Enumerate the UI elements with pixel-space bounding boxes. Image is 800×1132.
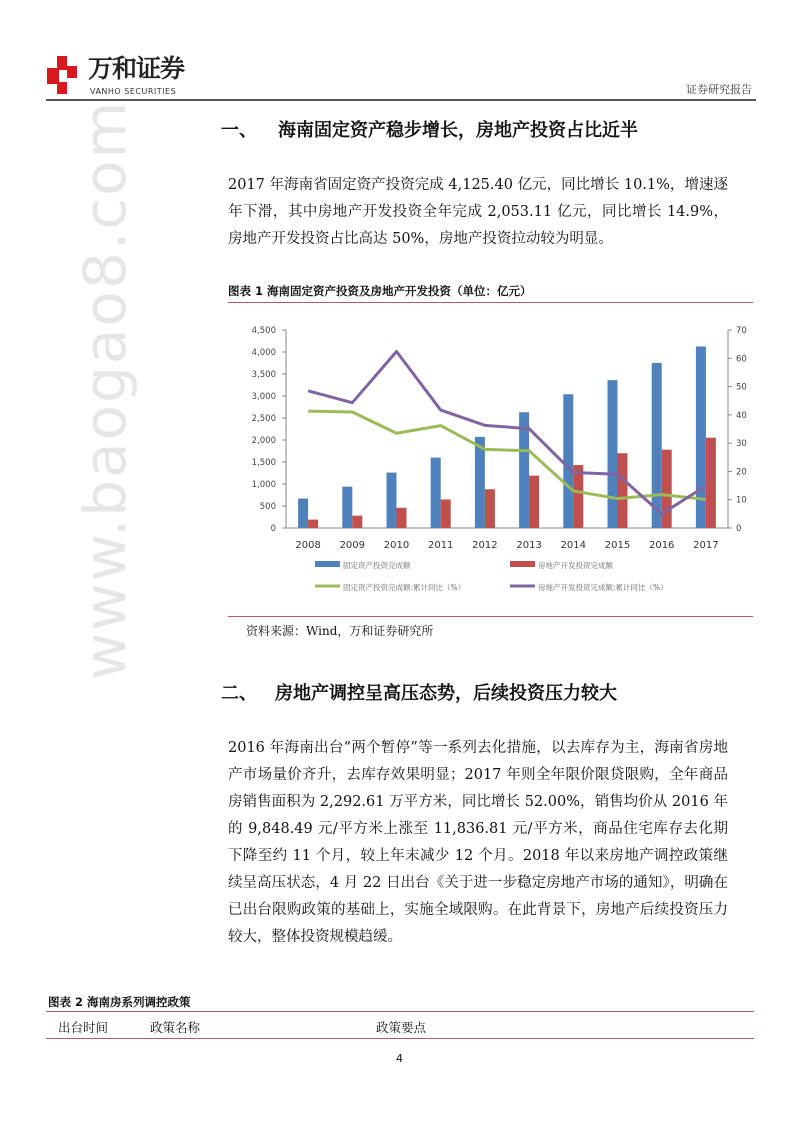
table-header-policy-points: 政策要点 [376, 1020, 427, 1035]
figure1-bottom-rule [228, 616, 753, 617]
x-tick-label: 2014 [560, 540, 587, 551]
right-tick-label: 20 [736, 467, 747, 478]
bar-real-estate [529, 476, 539, 528]
bar-real-estate [485, 489, 495, 528]
bar-fixed-asset [298, 499, 308, 528]
line-real-estate-yoy [308, 351, 706, 513]
bar-real-estate [352, 516, 362, 528]
x-tick-label: 2008 [295, 540, 321, 551]
line-fixed-asset-yoy [308, 411, 706, 499]
bar-fixed-asset [431, 458, 441, 528]
bar-fixed-asset [563, 394, 573, 528]
right-tick-label: 70 [736, 326, 747, 336]
right-tick-label: 40 [736, 410, 747, 421]
x-tick-label: 2016 [648, 540, 675, 551]
section2-title: 房地产调控呈高压态势，后续投资压力较大 [275, 683, 617, 704]
vanho-logo-icon [47, 56, 81, 94]
watermark: www.baogao8.com [71, 99, 139, 681]
left-tick-label: 1,500 [251, 458, 276, 468]
x-tick-label: 2011 [427, 540, 454, 551]
section1-title: 海南固定资产稳步增长，房地产投资占比近半 [278, 120, 638, 141]
bar-fixed-asset [342, 487, 352, 528]
legend-swatch [510, 561, 535, 567]
logo-english-name: VANHO SECURITIES [90, 87, 177, 96]
bar-real-estate [397, 508, 407, 528]
left-tick-label: 4,000 [251, 348, 276, 358]
right-tick-label: 60 [736, 354, 747, 365]
section1-paragraph: 2017 年海南省固定资产投资完成 4,125.40 亿元，同比增长 10.1%，增速逐年下滑，其中房地产开发投资全年完成 2,053.11 亿元，同比增长 14.9%，房地产开发投资占比高达 50%，房地产投资拉动较为明显。 [228, 177, 728, 247]
bar-fixed-asset [387, 473, 397, 528]
bar-real-estate [308, 520, 318, 528]
x-tick-label: 2017 [693, 540, 719, 551]
figure1-caption: 图表 1 海南固定资产投资及房地产开发投资（单位：亿元） [228, 284, 532, 298]
legend-swatch [315, 561, 340, 567]
section2-number: 二、 [221, 683, 257, 704]
right-tick-label: 50 [736, 382, 747, 393]
right-tick-label: 30 [736, 439, 747, 450]
bar-real-estate [573, 465, 583, 528]
header-divider [46, 99, 756, 101]
left-tick-label: 500 [259, 502, 276, 512]
x-tick-label: 2015 [604, 540, 631, 551]
left-tick-label: 4,500 [251, 326, 276, 336]
table-top-rule [46, 1011, 754, 1012]
x-tick-label: 2013 [516, 540, 542, 551]
left-tick-label: 0 [270, 524, 276, 534]
figure1-top-rule [228, 302, 753, 303]
bar-fixed-asset [652, 363, 662, 528]
legend-label: 固定资产投资完成额:累计同比（%） [343, 583, 466, 592]
legend-label: 房地产开发投资完成额:累计同比（%） [538, 583, 668, 592]
x-tick-label: 2012 [472, 540, 498, 551]
page-number: 4 [396, 1052, 403, 1065]
section2-paragraph: 2016 年海南出台“两个暂停”等一系列去化措施，以去库存为主，海南省房地产市场量价齐升，去库存效果明显；2017 年则全年限价限贷限购，全年商品房销售面积为 2,292.61 万平方米，同比增长 52.00%，销售均价从 2016 年的 9,848.49 元/平方米上涨至 11,836.81 元/平方米，商品住宅库存去化期下降至约 11 个月，较上年末减少 12 个月。2018 年以来房地产调控政策继续呈高压状态，4 月 22 日出台《关于进一步稳定房地产市场的通知》，明确在已出台限购政策的基础上，实施全域限购。在此背景下，房地产后续投资压力较大，整体投资规模趋缓。 [228, 740, 728, 945]
left-tick-label: 3,000 [251, 392, 276, 402]
bar-fixed-asset [608, 380, 618, 528]
figure2-caption: 图表 2 海南房系列调控政策 [48, 995, 191, 1009]
x-tick-label: 2010 [383, 540, 410, 551]
left-tick-label: 3,500 [251, 370, 276, 380]
bar-fixed-asset [475, 437, 485, 528]
legend-label: 房地产开发投资完成额 [538, 561, 613, 570]
table-header-date: 出台时间 [58, 1020, 109, 1035]
table-header-policy-name: 政策名称 [150, 1020, 201, 1035]
legend-label: 固定资产投资完成额 [343, 561, 411, 570]
left-tick-label: 2,500 [251, 414, 276, 424]
bar-real-estate [706, 438, 716, 528]
bar-real-estate [662, 450, 672, 528]
document-type-label: 证券研究报告 [686, 83, 752, 96]
x-tick-label: 2009 [339, 540, 366, 551]
logo-chinese-name: 万和证券 [88, 54, 185, 83]
left-tick-label: 2,000 [251, 436, 276, 446]
bar-real-estate [441, 499, 451, 528]
right-tick-label: 0 [736, 524, 742, 534]
investment-chart [230, 315, 760, 605]
left-tick-label: 1,000 [251, 480, 276, 490]
section1-number: 一、 [221, 120, 257, 141]
right-tick-label: 10 [736, 495, 747, 506]
table-header-rule [46, 1038, 754, 1039]
bar-real-estate [618, 453, 628, 528]
figure1-source: 资料来源：Wind，万和证券研究所 [246, 624, 434, 638]
